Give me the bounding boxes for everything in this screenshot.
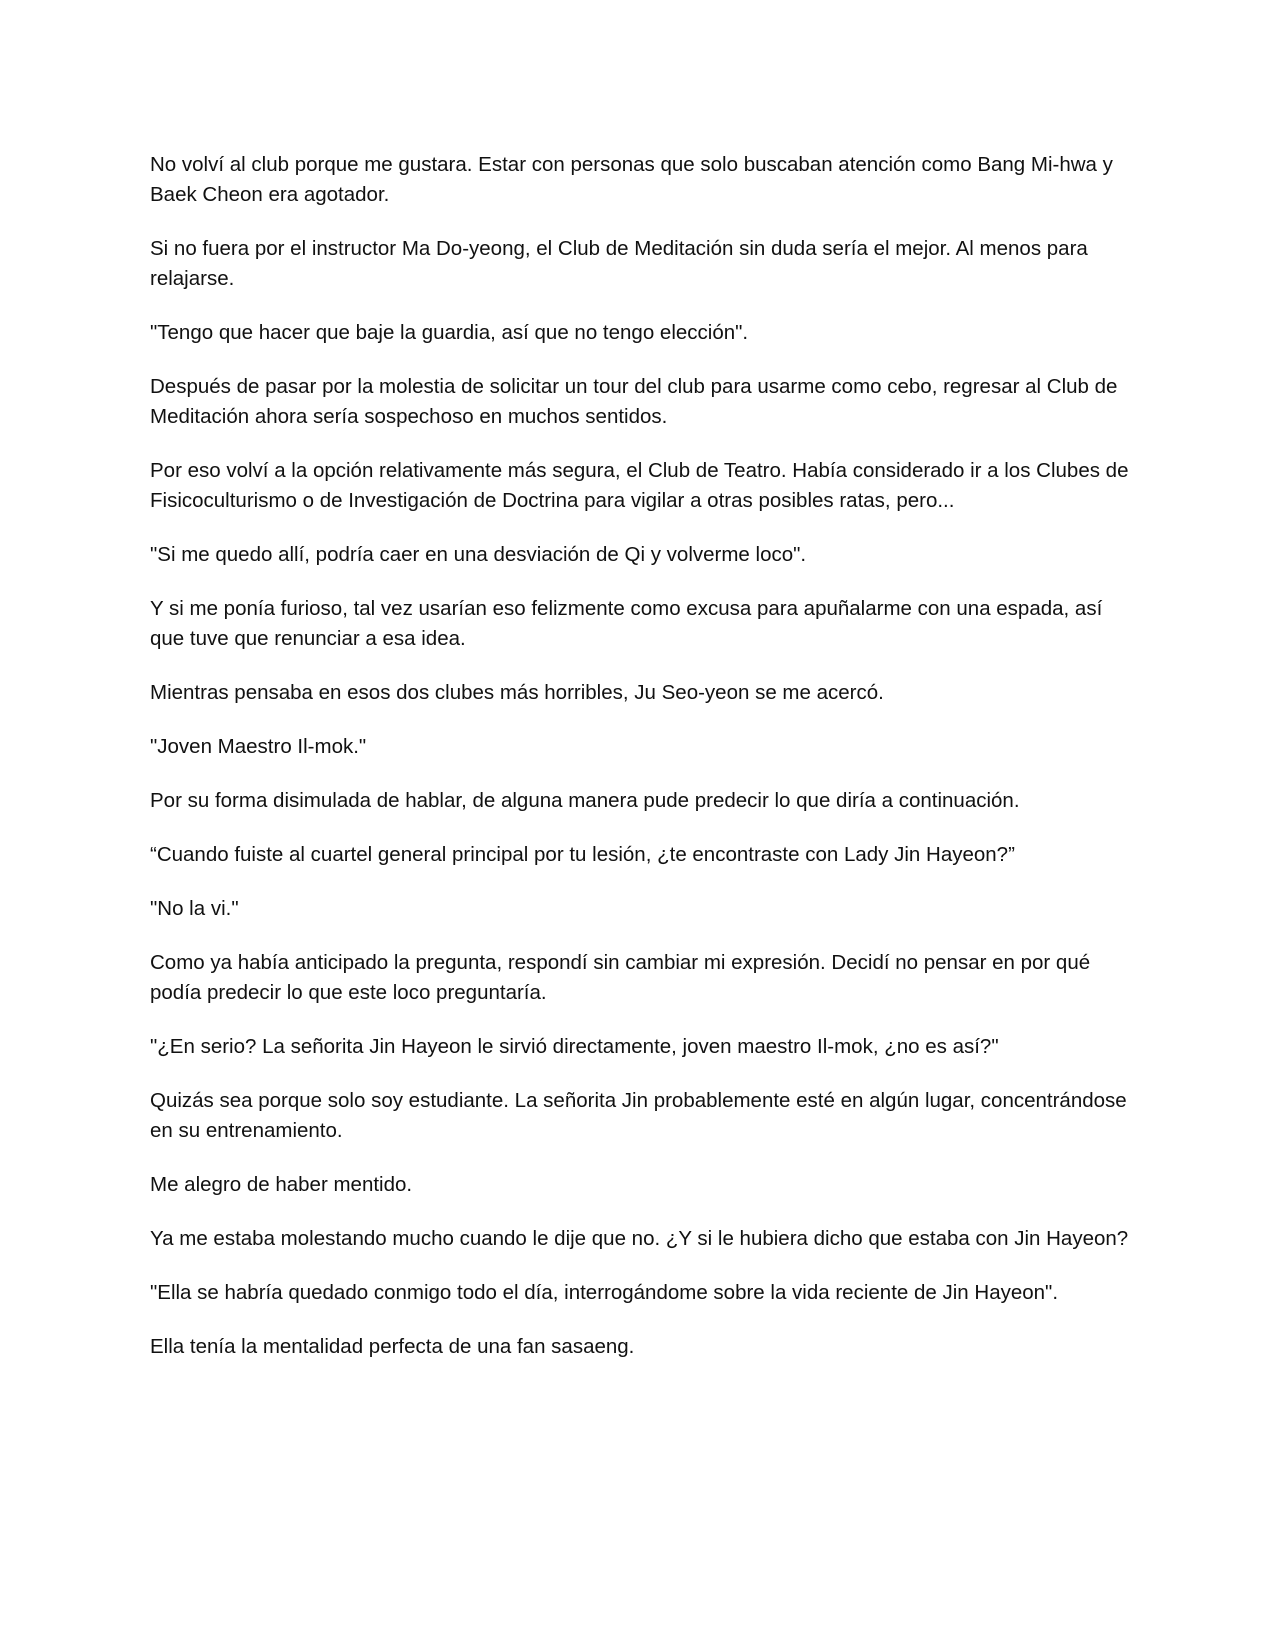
paragraph: Ella tenía la mentalidad perfecta de una fan sasaeng. bbox=[150, 1335, 635, 1358]
paragraph: Y si me ponía furioso, tal vez usarían eso felizmente como excusa para apuñalarme con una espada, así que tuve que renunciar a esa idea. bbox=[150, 597, 1103, 650]
paragraph: Después de pasar por la molestia de solicitar un tour del club para usarme como cebo, regresar al Club de Meditación ahora sería sospechoso en muchos sentidos. bbox=[150, 375, 1118, 428]
paragraph: "¿En serio? La señorita Jin Hayeon le sirvió directamente, joven maestro Il-mok, ¿no es así?" bbox=[150, 1035, 999, 1058]
paragraph: "Si me quedo allí, podría caer en una desviación de Qi y volverme loco". bbox=[150, 543, 807, 566]
paragraph: "Ella se habría quedado conmigo todo el día, interrogándome sobre la vida reciente de Jin Hayeon". bbox=[150, 1281, 1059, 1304]
paragraph: “Cuando fuiste al cuartel general principal por tu lesión, ¿te encontraste con Lady Jin Hayeon?” bbox=[150, 843, 1015, 866]
paragraph: Por su forma disimulada de hablar, de alguna manera pude predecir lo que diría a continuación. bbox=[150, 789, 1020, 812]
document-body bbox=[150, 150, 1140, 1386]
paragraph: No volví al club porque me gustara. Estar con personas que solo buscaban atención como Bang Mi-hwa y Baek Cheon era agotador. bbox=[150, 153, 1113, 206]
paragraph: "Tengo que hacer que baje la guardia, así que no tengo elección". bbox=[150, 321, 749, 344]
paragraph: Mientras pensaba en esos dos clubes más horribles, Ju Seo-yeon se me acercó. bbox=[150, 681, 884, 704]
paragraph: Como ya había anticipado la pregunta, respondí sin cambiar mi expresión. Decidí no pensar en por qué podía predecir lo que este loco preguntaría. bbox=[150, 951, 1091, 1004]
paragraph: Ya me estaba molestando mucho cuando le dije que no. ¿Y si le hubiera dicho que estaba con Jin Hayeon? bbox=[150, 1227, 1129, 1250]
paragraph: Si no fuera por el instructor Ma Do-yeong, el Club de Meditación sin duda sería el mejor. Al menos para relajarse. bbox=[150, 237, 1088, 290]
paragraph: "No la vi." bbox=[150, 897, 239, 920]
paragraph: Me alegro de haber mentido. bbox=[150, 1173, 413, 1196]
paragraph: Por eso volví a la opción relativamente más segura, el Club de Teatro. Había considerado ir a los Clubes de Fisicoculturismo o de Investigación de Doctrina para vigilar a otras posibles ratas, pero... bbox=[150, 459, 1129, 512]
paragraph: Quizás sea porque solo soy estudiante. La señorita Jin probablemente esté en algún lugar, concentrándose en su entrenamiento. bbox=[150, 1089, 1127, 1142]
paragraph: "Joven Maestro Il-mok." bbox=[150, 735, 367, 758]
